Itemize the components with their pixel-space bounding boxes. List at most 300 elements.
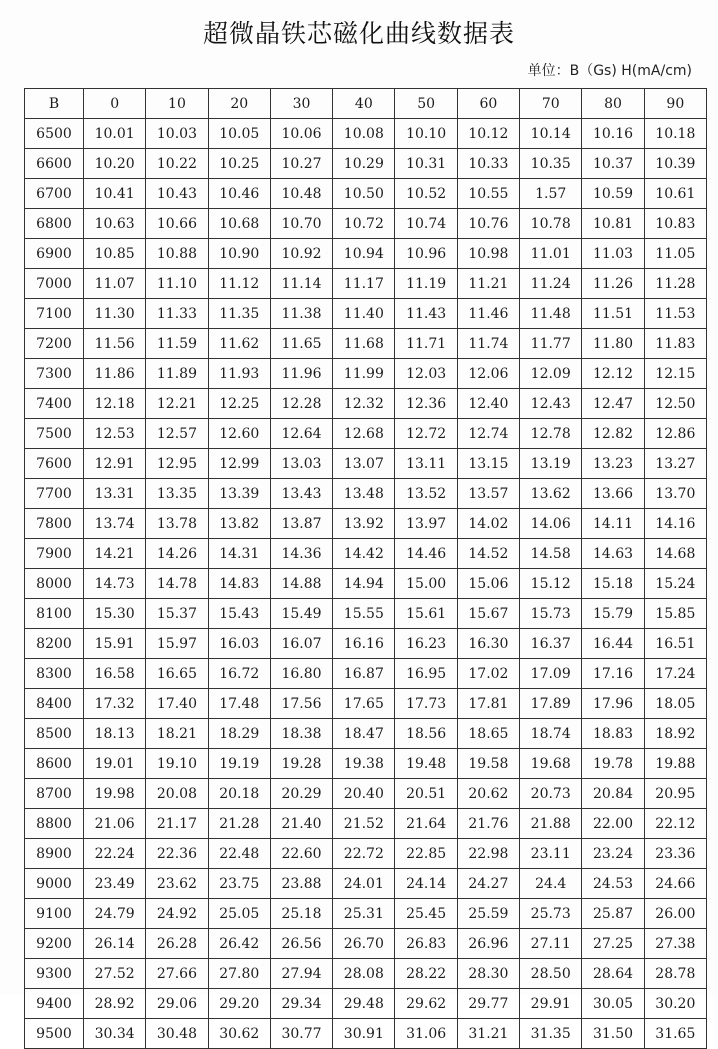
h-value-cell: 23.49: [84, 869, 146, 899]
table-row: [25, 299, 707, 329]
h-value-cell: 14.94: [333, 569, 395, 599]
h-value-cell: 28.92: [84, 989, 146, 1019]
h-value-cell: 15.97: [146, 629, 208, 659]
h-value-cell: 13.82: [208, 509, 270, 539]
header-cell: 10: [146, 89, 208, 119]
header-row: [25, 89, 707, 119]
h-value-cell: 12.60: [208, 419, 270, 449]
b-value-cell: 7000: [25, 269, 84, 299]
h-value-cell: 24.27: [457, 869, 519, 899]
h-value-cell: 20.84: [582, 779, 644, 809]
header-cell: 80: [582, 89, 644, 119]
h-value-cell: 27.66: [146, 959, 208, 989]
h-value-cell: 13.15: [457, 449, 519, 479]
h-value-cell: 26.00: [644, 899, 706, 929]
h-value-cell: 13.31: [84, 479, 146, 509]
header-cell: 20: [208, 89, 270, 119]
h-value-cell: 23.24: [582, 839, 644, 869]
h-value-cell: 27.94: [270, 959, 332, 989]
h-value-cell: 11.99: [333, 359, 395, 389]
h-value-cell: 23.62: [146, 869, 208, 899]
h-value-cell: 19.98: [84, 779, 146, 809]
h-value-cell: 12.78: [520, 419, 582, 449]
h-value-cell: 15.67: [457, 599, 519, 629]
h-value-cell: 11.07: [84, 269, 146, 299]
h-value-cell: 10.66: [146, 209, 208, 239]
h-value-cell: 10.08: [333, 119, 395, 149]
table-row: [25, 779, 707, 809]
table-header: [25, 89, 707, 119]
h-value-cell: 24.79: [84, 899, 146, 929]
table-row: [25, 389, 707, 419]
h-value-cell: 21.28: [208, 809, 270, 839]
b-value-cell: 7200: [25, 329, 84, 359]
h-value-cell: 12.40: [457, 389, 519, 419]
h-value-cell: 21.52: [333, 809, 395, 839]
h-value-cell: 13.78: [146, 509, 208, 539]
h-value-cell: 10.12: [457, 119, 519, 149]
h-value-cell: 19.68: [520, 749, 582, 779]
h-value-cell: 11.62: [208, 329, 270, 359]
h-value-cell: 19.28: [270, 749, 332, 779]
h-value-cell: 10.50: [333, 179, 395, 209]
h-value-cell: 11.96: [270, 359, 332, 389]
h-value-cell: 14.46: [395, 539, 457, 569]
h-value-cell: 14.83: [208, 569, 270, 599]
h-value-cell: 16.44: [582, 629, 644, 659]
h-value-cell: 30.91: [333, 1019, 395, 1049]
h-value-cell: 10.55: [457, 179, 519, 209]
h-value-cell: 22.98: [457, 839, 519, 869]
h-value-cell: 12.95: [146, 449, 208, 479]
h-value-cell: 16.65: [146, 659, 208, 689]
header-cell: 70: [520, 89, 582, 119]
h-value-cell: 15.61: [395, 599, 457, 629]
h-value-cell: 11.12: [208, 269, 270, 299]
h-value-cell: 10.39: [644, 149, 706, 179]
h-value-cell: 14.42: [333, 539, 395, 569]
h-value-cell: 1.57: [520, 179, 582, 209]
h-value-cell: 11.35: [208, 299, 270, 329]
h-value-cell: 10.88: [146, 239, 208, 269]
h-value-cell: 12.82: [582, 419, 644, 449]
h-value-cell: 10.85: [84, 239, 146, 269]
h-value-cell: 15.49: [270, 599, 332, 629]
h-value-cell: 11.86: [84, 359, 146, 389]
h-value-cell: 27.52: [84, 959, 146, 989]
h-value-cell: 13.74: [84, 509, 146, 539]
h-value-cell: 26.56: [270, 929, 332, 959]
h-value-cell: 10.20: [84, 149, 146, 179]
h-value-cell: 14.68: [644, 539, 706, 569]
h-value-cell: 17.09: [520, 659, 582, 689]
h-value-cell: 12.53: [84, 419, 146, 449]
h-value-cell: 10.22: [146, 149, 208, 179]
h-value-cell: 18.29: [208, 719, 270, 749]
h-value-cell: 24.92: [146, 899, 208, 929]
h-value-cell: 11.43: [395, 299, 457, 329]
b-value-cell: 8900: [25, 839, 84, 869]
h-value-cell: 20.51: [395, 779, 457, 809]
h-value-cell: 12.18: [84, 389, 146, 419]
h-value-cell: 10.68: [208, 209, 270, 239]
h-value-cell: 17.32: [84, 689, 146, 719]
h-value-cell: 10.94: [333, 239, 395, 269]
b-value-cell: 7400: [25, 389, 84, 419]
h-value-cell: 28.08: [333, 959, 395, 989]
h-value-cell: 10.63: [84, 209, 146, 239]
h-value-cell: 12.03: [395, 359, 457, 389]
header-cell: 30: [270, 89, 332, 119]
h-value-cell: 29.34: [270, 989, 332, 1019]
h-value-cell: 29.20: [208, 989, 270, 1019]
page-title: 超微晶铁芯磁化曲线数据表: [202, 19, 515, 48]
h-value-cell: 13.19: [520, 449, 582, 479]
unit-label: 单位：B（Gs) H(mA/cm): [527, 63, 692, 79]
header-cell: 90: [644, 89, 706, 119]
h-value-cell: 12.36: [395, 389, 457, 419]
h-value-cell: 28.78: [644, 959, 706, 989]
table-row: [25, 839, 707, 869]
h-value-cell: 10.33: [457, 149, 519, 179]
h-value-cell: 30.34: [84, 1019, 146, 1049]
b-value-cell: 9300: [25, 959, 84, 989]
h-value-cell: 14.26: [146, 539, 208, 569]
table-body: [25, 119, 707, 1049]
h-value-cell: 10.18: [644, 119, 706, 149]
h-value-cell: 27.80: [208, 959, 270, 989]
h-value-cell: 10.92: [270, 239, 332, 269]
magnetization-data-table: [24, 88, 707, 1049]
b-value-cell: 6600: [25, 149, 84, 179]
h-value-cell: 10.06: [270, 119, 332, 149]
h-value-cell: 17.02: [457, 659, 519, 689]
h-value-cell: 29.48: [333, 989, 395, 1019]
h-value-cell: 17.65: [333, 689, 395, 719]
h-value-cell: 29.62: [395, 989, 457, 1019]
b-value-cell: 9400: [25, 989, 84, 1019]
h-value-cell: 12.47: [582, 389, 644, 419]
h-value-cell: 21.17: [146, 809, 208, 839]
h-value-cell: 15.85: [644, 599, 706, 629]
h-value-cell: 11.38: [270, 299, 332, 329]
h-value-cell: 31.35: [520, 1019, 582, 1049]
h-value-cell: 11.89: [146, 359, 208, 389]
h-value-cell: 13.52: [395, 479, 457, 509]
h-value-cell: 15.24: [644, 569, 706, 599]
h-value-cell: 11.71: [395, 329, 457, 359]
h-value-cell: 20.73: [520, 779, 582, 809]
b-value-cell: 9500: [25, 1019, 84, 1049]
h-value-cell: 18.38: [270, 719, 332, 749]
b-value-cell: 7300: [25, 359, 84, 389]
h-value-cell: 15.18: [582, 569, 644, 599]
h-value-cell: 21.88: [520, 809, 582, 839]
table-row: [25, 629, 707, 659]
h-value-cell: 14.31: [208, 539, 270, 569]
h-value-cell: 14.58: [520, 539, 582, 569]
h-value-cell: 17.24: [644, 659, 706, 689]
h-value-cell: 22.24: [84, 839, 146, 869]
h-value-cell: 28.64: [582, 959, 644, 989]
h-value-cell: 28.30: [457, 959, 519, 989]
h-value-cell: 10.81: [582, 209, 644, 239]
h-value-cell: 13.35: [146, 479, 208, 509]
h-value-cell: 11.03: [582, 239, 644, 269]
h-value-cell: 12.50: [644, 389, 706, 419]
h-value-cell: 10.41: [84, 179, 146, 209]
b-value-cell: 8300: [25, 659, 84, 689]
h-value-cell: 11.14: [270, 269, 332, 299]
h-value-cell: 25.05: [208, 899, 270, 929]
h-value-cell: 13.92: [333, 509, 395, 539]
h-value-cell: 15.43: [208, 599, 270, 629]
table-row: [25, 719, 707, 749]
h-value-cell: 15.79: [582, 599, 644, 629]
b-value-cell: 8800: [25, 809, 84, 839]
h-value-cell: 21.76: [457, 809, 519, 839]
h-value-cell: 30.20: [644, 989, 706, 1019]
h-value-cell: 17.48: [208, 689, 270, 719]
h-value-cell: 16.16: [333, 629, 395, 659]
h-value-cell: 14.73: [84, 569, 146, 599]
header-cell: 60: [457, 89, 519, 119]
h-value-cell: 13.97: [395, 509, 457, 539]
h-value-cell: 26.70: [333, 929, 395, 959]
h-value-cell: 17.56: [270, 689, 332, 719]
h-value-cell: 11.59: [146, 329, 208, 359]
h-value-cell: 11.68: [333, 329, 395, 359]
b-value-cell: 7600: [25, 449, 84, 479]
h-value-cell: 24.01: [333, 869, 395, 899]
h-value-cell: 21.64: [395, 809, 457, 839]
h-value-cell: 13.07: [333, 449, 395, 479]
h-value-cell: 12.86: [644, 419, 706, 449]
h-value-cell: 31.06: [395, 1019, 457, 1049]
h-value-cell: 25.31: [333, 899, 395, 929]
h-value-cell: 13.48: [333, 479, 395, 509]
h-value-cell: 30.62: [208, 1019, 270, 1049]
header-cell: 50: [395, 89, 457, 119]
h-value-cell: 12.68: [333, 419, 395, 449]
h-value-cell: 14.78: [146, 569, 208, 599]
table-row: [25, 359, 707, 389]
table-row: [25, 119, 707, 149]
b-value-cell: 7500: [25, 419, 84, 449]
h-value-cell: 20.95: [644, 779, 706, 809]
h-value-cell: 18.56: [395, 719, 457, 749]
table-row: [25, 509, 707, 539]
h-value-cell: 13.27: [644, 449, 706, 479]
h-value-cell: 30.05: [582, 989, 644, 1019]
h-value-cell: 15.37: [146, 599, 208, 629]
h-value-cell: 13.43: [270, 479, 332, 509]
h-value-cell: 21.40: [270, 809, 332, 839]
header-cell-b: B: [25, 89, 84, 119]
h-value-cell: 11.93: [208, 359, 270, 389]
h-value-cell: 11.28: [644, 269, 706, 299]
h-value-cell: 11.19: [395, 269, 457, 299]
h-value-cell: 19.88: [644, 749, 706, 779]
h-value-cell: 14.88: [270, 569, 332, 599]
h-value-cell: 17.96: [582, 689, 644, 719]
table-row: [25, 179, 707, 209]
h-value-cell: 14.52: [457, 539, 519, 569]
table-row: [25, 419, 707, 449]
h-value-cell: 14.02: [457, 509, 519, 539]
h-value-cell: 22.85: [395, 839, 457, 869]
h-value-cell: 20.62: [457, 779, 519, 809]
h-value-cell: 20.08: [146, 779, 208, 809]
h-value-cell: 24.4: [520, 869, 582, 899]
h-value-cell: 11.17: [333, 269, 395, 299]
h-value-cell: 12.28: [270, 389, 332, 419]
h-value-cell: 11.24: [520, 269, 582, 299]
h-value-cell: 10.14: [520, 119, 582, 149]
b-value-cell: 7800: [25, 509, 84, 539]
h-value-cell: 11.53: [644, 299, 706, 329]
h-value-cell: 25.59: [457, 899, 519, 929]
h-value-cell: 11.33: [146, 299, 208, 329]
h-value-cell: 26.28: [146, 929, 208, 959]
h-value-cell: 14.21: [84, 539, 146, 569]
h-value-cell: 10.48: [270, 179, 332, 209]
header-cell: 40: [333, 89, 395, 119]
h-value-cell: 16.30: [457, 629, 519, 659]
h-value-cell: 10.70: [270, 209, 332, 239]
b-value-cell: 8400: [25, 689, 84, 719]
h-value-cell: 29.77: [457, 989, 519, 1019]
h-value-cell: 20.18: [208, 779, 270, 809]
h-value-cell: 21.06: [84, 809, 146, 839]
h-value-cell: 16.72: [208, 659, 270, 689]
h-value-cell: 10.37: [582, 149, 644, 179]
h-value-cell: 30.77: [270, 1019, 332, 1049]
h-value-cell: 27.38: [644, 929, 706, 959]
h-value-cell: 10.98: [457, 239, 519, 269]
h-value-cell: 12.74: [457, 419, 519, 449]
h-value-cell: 16.58: [84, 659, 146, 689]
h-value-cell: 14.16: [644, 509, 706, 539]
h-value-cell: 19.19: [208, 749, 270, 779]
h-value-cell: 10.01: [84, 119, 146, 149]
h-value-cell: 18.47: [333, 719, 395, 749]
h-value-cell: 10.35: [520, 149, 582, 179]
h-value-cell: 11.05: [644, 239, 706, 269]
table-row: [25, 599, 707, 629]
h-value-cell: 15.30: [84, 599, 146, 629]
h-value-cell: 14.06: [520, 509, 582, 539]
h-value-cell: 17.81: [457, 689, 519, 719]
table-row: [25, 1019, 707, 1049]
h-value-cell: 22.72: [333, 839, 395, 869]
h-value-cell: 25.87: [582, 899, 644, 929]
table-row: [25, 539, 707, 569]
h-value-cell: 15.55: [333, 599, 395, 629]
h-value-cell: 25.18: [270, 899, 332, 929]
h-value-cell: 19.01: [84, 749, 146, 779]
h-value-cell: 17.89: [520, 689, 582, 719]
h-value-cell: 10.05: [208, 119, 270, 149]
table-row: [25, 869, 707, 899]
b-value-cell: 6700: [25, 179, 84, 209]
h-value-cell: 19.58: [457, 749, 519, 779]
h-value-cell: 11.01: [520, 239, 582, 269]
h-value-cell: 24.66: [644, 869, 706, 899]
table-row: [25, 239, 707, 269]
h-value-cell: 26.83: [395, 929, 457, 959]
h-value-cell: 18.21: [146, 719, 208, 749]
h-value-cell: 15.06: [457, 569, 519, 599]
h-value-cell: 18.92: [644, 719, 706, 749]
h-value-cell: 12.12: [582, 359, 644, 389]
h-value-cell: 12.09: [520, 359, 582, 389]
h-value-cell: 19.78: [582, 749, 644, 779]
table-row: [25, 479, 707, 509]
b-value-cell: 9200: [25, 929, 84, 959]
h-value-cell: 11.65: [270, 329, 332, 359]
table-row: [25, 809, 707, 839]
table-row: [25, 749, 707, 779]
h-value-cell: 18.74: [520, 719, 582, 749]
h-value-cell: 11.80: [582, 329, 644, 359]
h-value-cell: 22.12: [644, 809, 706, 839]
h-value-cell: 28.50: [520, 959, 582, 989]
h-value-cell: 16.37: [520, 629, 582, 659]
h-value-cell: 11.56: [84, 329, 146, 359]
b-value-cell: 8200: [25, 629, 84, 659]
h-value-cell: 23.11: [520, 839, 582, 869]
h-value-cell: 26.42: [208, 929, 270, 959]
h-value-cell: 11.46: [457, 299, 519, 329]
h-value-cell: 16.95: [395, 659, 457, 689]
h-value-cell: 18.05: [644, 689, 706, 719]
h-value-cell: 10.16: [582, 119, 644, 149]
table-row: [25, 329, 707, 359]
h-value-cell: 11.30: [84, 299, 146, 329]
table-row: [25, 929, 707, 959]
h-value-cell: 13.11: [395, 449, 457, 479]
h-value-cell: 10.43: [146, 179, 208, 209]
h-value-cell: 14.36: [270, 539, 332, 569]
h-value-cell: 16.07: [270, 629, 332, 659]
h-value-cell: 31.21: [457, 1019, 519, 1049]
h-value-cell: 23.75: [208, 869, 270, 899]
h-value-cell: 22.36: [146, 839, 208, 869]
h-value-cell: 20.29: [270, 779, 332, 809]
h-value-cell: 10.61: [644, 179, 706, 209]
h-value-cell: 13.57: [457, 479, 519, 509]
h-value-cell: 12.15: [644, 359, 706, 389]
h-value-cell: 13.23: [582, 449, 644, 479]
table-row: [25, 989, 707, 1019]
h-value-cell: 22.48: [208, 839, 270, 869]
table-row: [25, 959, 707, 989]
h-value-cell: 11.83: [644, 329, 706, 359]
h-value-cell: 13.66: [582, 479, 644, 509]
h-value-cell: 13.03: [270, 449, 332, 479]
h-value-cell: 19.10: [146, 749, 208, 779]
b-value-cell: 8100: [25, 599, 84, 629]
b-value-cell: 6800: [25, 209, 84, 239]
h-value-cell: 26.96: [457, 929, 519, 959]
h-value-cell: 23.88: [270, 869, 332, 899]
h-value-cell: 13.39: [208, 479, 270, 509]
h-value-cell: 13.70: [644, 479, 706, 509]
h-value-cell: 22.60: [270, 839, 332, 869]
h-value-cell: 24.14: [395, 869, 457, 899]
h-value-cell: 11.74: [457, 329, 519, 359]
